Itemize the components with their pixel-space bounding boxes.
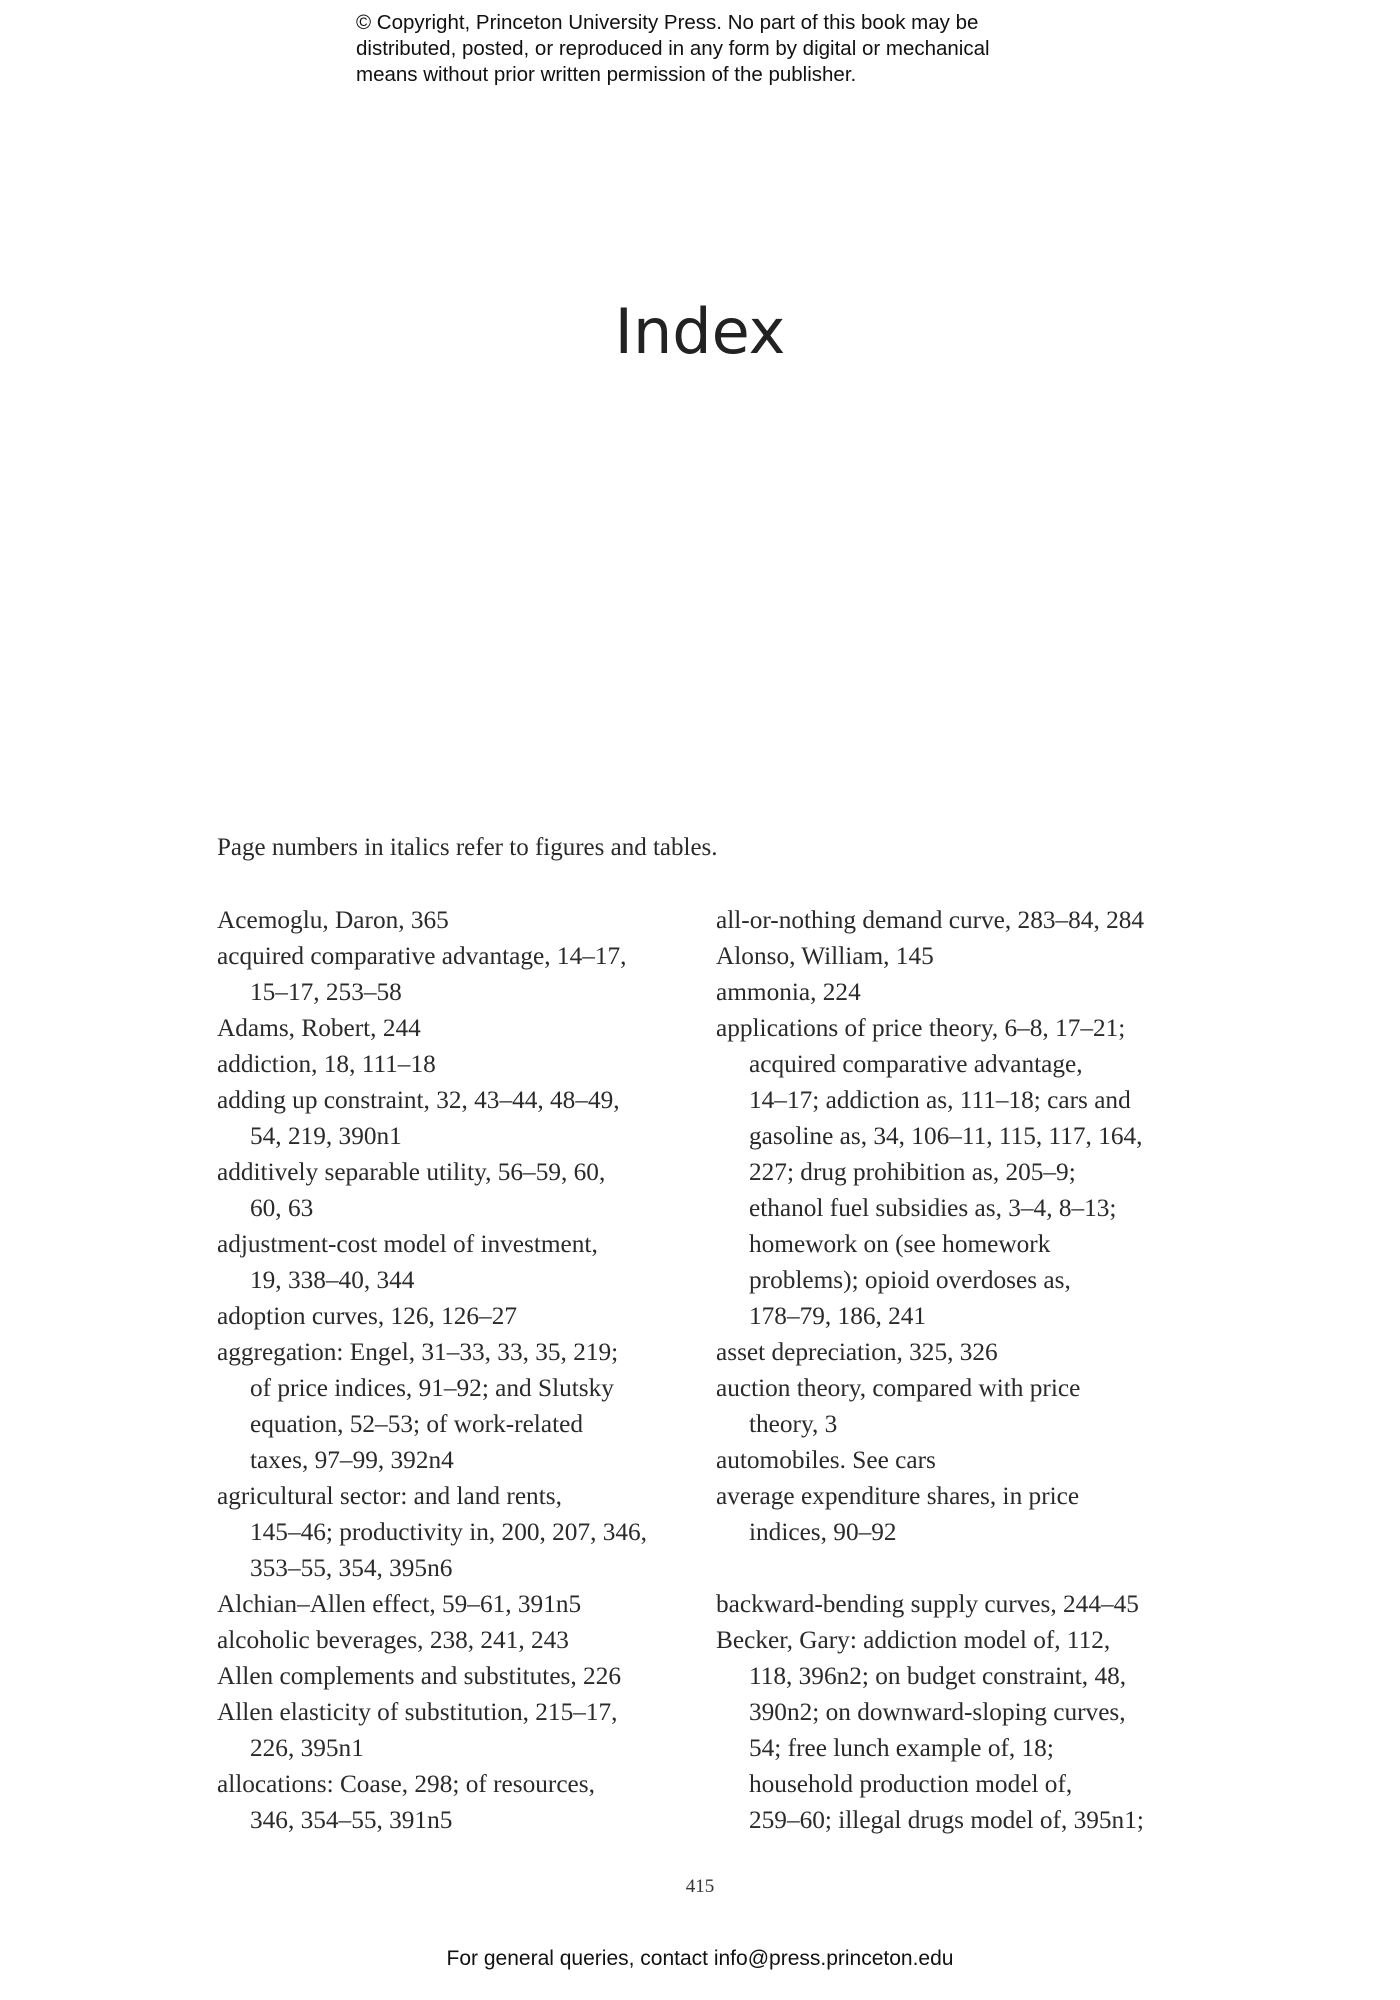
index-entry [716,1586,1206,1622]
index-entry [217,1046,703,1082]
index-entry [217,1010,703,1046]
index-entry-line: 145–46; productivity in, 200, 207, 346, [250,1518,648,1546]
index-entry [217,1154,703,1226]
index-entry-line: agricultural sector: and land rents, [217,1482,562,1510]
index-entry [217,1766,703,1838]
index-entry-line: household production model of, [749,1770,1073,1798]
index-entry-line: all-or-nothing demand curve, 283–84, 284 [716,906,1145,934]
index-entry-line: taxes, 97–99, 392n4 [250,1446,454,1474]
copyright-line: means without prior written permission of the publisher. [356,63,857,86]
index-entry-line: Alonso, William, 145 [716,942,934,970]
index-entry-line: equation, 52–53; of work-related [250,1410,583,1438]
index-entry-line: acquired comparative advantage, 14–17, [217,942,627,970]
index-column-left [217,902,703,1838]
index-entry-line: theory, 3 [749,1410,838,1438]
index-entry-line: Becker, Gary: addiction model of, 112, [716,1626,1111,1654]
copyright-notice [356,10,1116,88]
page-number: 415 [685,1876,715,1897]
index-entry-line: 54; free lunch example of, 18; [749,1734,1054,1762]
index-entry [217,1694,703,1766]
index-entry-line: 19, 338–40, 344 [250,1266,415,1294]
index-entry-line: additively separable utility, 56–59, 60, [217,1158,606,1186]
index-column-right [716,902,1206,1838]
index-entry-line: allocations: Coase, 298; of resources, [217,1770,595,1798]
index-entry [217,1478,703,1586]
footer-contact: For general queries, contact info@press.princeton.edu [446,1947,954,1970]
italics-note: Page numbers in italics refer to figures and tables. [217,834,718,861]
index-entry-line: of price indices, 91–92; and Slutsky [250,1374,614,1402]
index-entry-line: 178–79, 186, 241 [749,1302,927,1330]
index-entry [716,1478,1206,1550]
index-entry-line: Allen complements and substitutes, 226 [217,1662,621,1690]
index-entry-line: Alchian–Allen effect, 59–61, 391n5 [217,1590,582,1618]
copyright-line: distributed, posted, or reproduced in any form by digital or mechanical [356,37,990,60]
index-entry-line: problems); opioid overdoses as, [749,1266,1071,1294]
index-entry-line: 227; drug prohibition as, 205–9; [749,1158,1076,1186]
index-entry [217,938,703,1010]
index-entry-line: backward-bending supply curves, 244–45 [716,1590,1139,1618]
index-entry [716,1622,1206,1838]
index-entry [716,1010,1206,1334]
index-entry-line: Acemoglu, Daron, 365 [217,906,449,934]
index-entry-line: 346, 354–55, 391n5 [250,1806,453,1834]
index-entry-line: indices, 90–92 [749,1518,897,1546]
index-entry [716,1370,1206,1442]
index-entry-line: alcoholic beverages, 238, 241, 243 [217,1626,569,1654]
index-entry [716,902,1206,938]
index-entry [716,1334,1206,1370]
index-entry-line: homework on (see homework [749,1230,1051,1258]
index-entry-line: 60, 63 [250,1194,314,1222]
index-entry-line: auction theory, compared with price [716,1374,1081,1402]
index-entry-line: acquired comparative advantage, [749,1050,1083,1078]
index-entry-line: 226, 395n1 [250,1734,364,1762]
index-entry-line: 54, 219, 390n1 [250,1122,402,1150]
index-entry [217,1586,703,1622]
index-entry [217,1226,703,1298]
index-entry [716,938,1206,974]
index-entry-line: 14–17; addiction as, 111–18; cars and [749,1086,1131,1114]
index-entry-line: Adams, Robert, 244 [217,1014,421,1042]
index-entry [716,1442,1206,1478]
index-entry-line: Allen elasticity of substitution, 215–17, [217,1698,618,1726]
index-entry [217,1298,703,1334]
index-entry-line: 118, 396n2; on budget constraint, 48, [749,1662,1127,1690]
index-entry-line: asset depreciation, 325, 326 [716,1338,998,1366]
index-entry-line: ammonia, 224 [716,978,861,1006]
index-entry [217,902,703,938]
index-entry-line: 259–60; illegal drugs model of, 395n1; [749,1806,1144,1834]
index-entry [217,1622,703,1658]
index-entry [716,974,1206,1010]
index-entry-line: automobiles. See cars [716,1446,936,1474]
index-entry-line: 353–55, 354, 395n6 [250,1554,453,1582]
index-entry [217,1658,703,1694]
index-entry [217,1082,703,1154]
index-entry-line: 390n2; on downward-sloping curves, [749,1698,1126,1726]
index-entry-line: aggregation: Engel, 31–33, 33, 35, 219; [217,1338,619,1366]
index-entry-line: applications of price theory, 6–8, 17–21; [716,1014,1126,1042]
index-entry-line: 15–17, 253–58 [250,978,402,1006]
index-letter-gap [716,1550,1206,1586]
page-title: Index [614,295,786,368]
index-entry-line: addiction, 18, 111–18 [217,1050,436,1078]
index-entry-line: average expenditure shares, in price [716,1482,1080,1510]
copyright-line: © Copyright, Princeton University Press. No part of this book may be [356,11,979,34]
index-entry-line: gasoline as, 34, 106–11, 115, 117, 164, [749,1122,1143,1150]
index-entry-line: adding up constraint, 32, 43–44, 48–49, [217,1086,620,1114]
index-entry-line: ethanol fuel subsidies as, 3–4, 8–13; [749,1194,1117,1222]
index-entry [217,1334,703,1478]
index-entry-line: adoption curves, 126, 126–27 [217,1302,518,1330]
index-entry-line: adjustment-cost model of investment, [217,1230,598,1258]
